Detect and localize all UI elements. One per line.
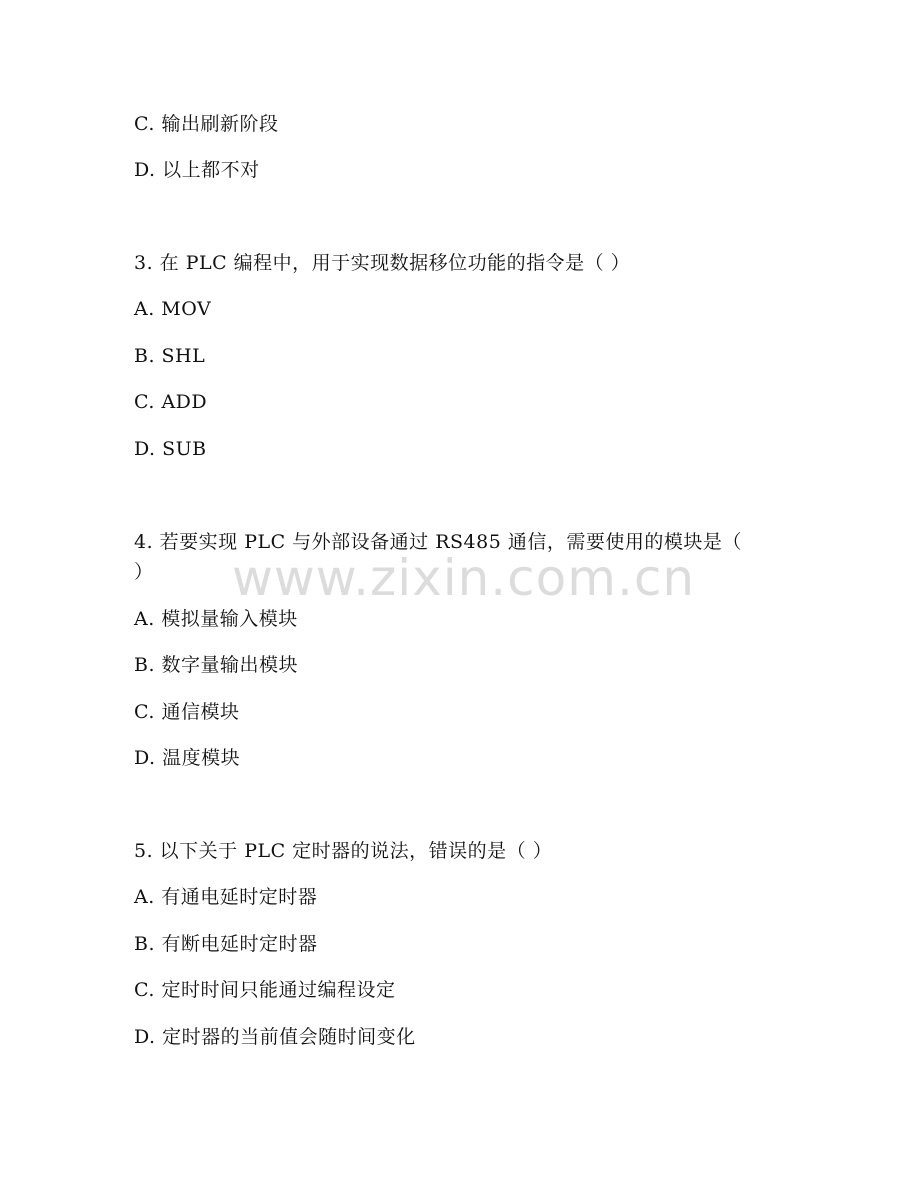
q3-option-c: C. ADD (134, 391, 208, 413)
q2-option-c: C. 输出刷新阶段 (134, 113, 279, 135)
q4-question-line2: ） (134, 561, 154, 583)
q5-option-b: B. 有断电延时定时器 (134, 933, 318, 955)
q4-option-d: D. 温度模块 (134, 747, 241, 769)
q4-option-a: A. 模拟量输入模块 (134, 608, 298, 630)
q3-option-a: A. MOV (134, 298, 212, 320)
q3-option-d: D. SUB (134, 438, 207, 460)
q5-option-a: A. 有通电延时定时器 (134, 886, 318, 908)
q4-question-line1: 4. 若要实现 PLC 与外部设备通过 RS485 通信，需要使用的模块是（ (134, 531, 742, 553)
q3-option-b: B. SHL (134, 345, 206, 367)
watermark: www.zixin.com.cn (232, 549, 696, 607)
q5-option-d: D. 定时器的当前值会随时间变化 (134, 1026, 416, 1048)
q4-option-c: C. 通信模块 (134, 701, 240, 723)
q2-option-d: D. 以上都不对 (134, 159, 260, 181)
q5-option-c: C. 定时时间只能通过编程设定 (134, 979, 396, 1001)
q3-question: 3. 在 PLC 编程中，用于实现数据移位功能的指令是（ ） (134, 252, 631, 274)
q5-question: 5. 以下关于 PLC 定时器的说法，错误的是（ ） (134, 840, 553, 862)
q4-option-b: B. 数字量输出模块 (134, 654, 299, 676)
